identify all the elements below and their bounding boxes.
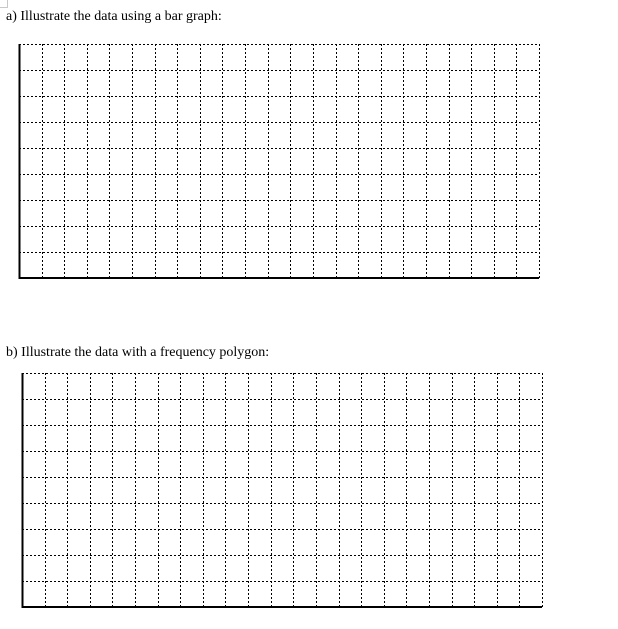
- frequency-polygon-grid: [21, 372, 543, 608]
- question-a-prompt: a) Illustrate the data using a bar graph:: [6, 9, 222, 24]
- page-corner-mark: [0, 0, 8, 8]
- question-b-prompt: b) Illustrate the data with a frequency polygon:: [6, 345, 270, 360]
- bar-graph-grid: [18, 43, 540, 279]
